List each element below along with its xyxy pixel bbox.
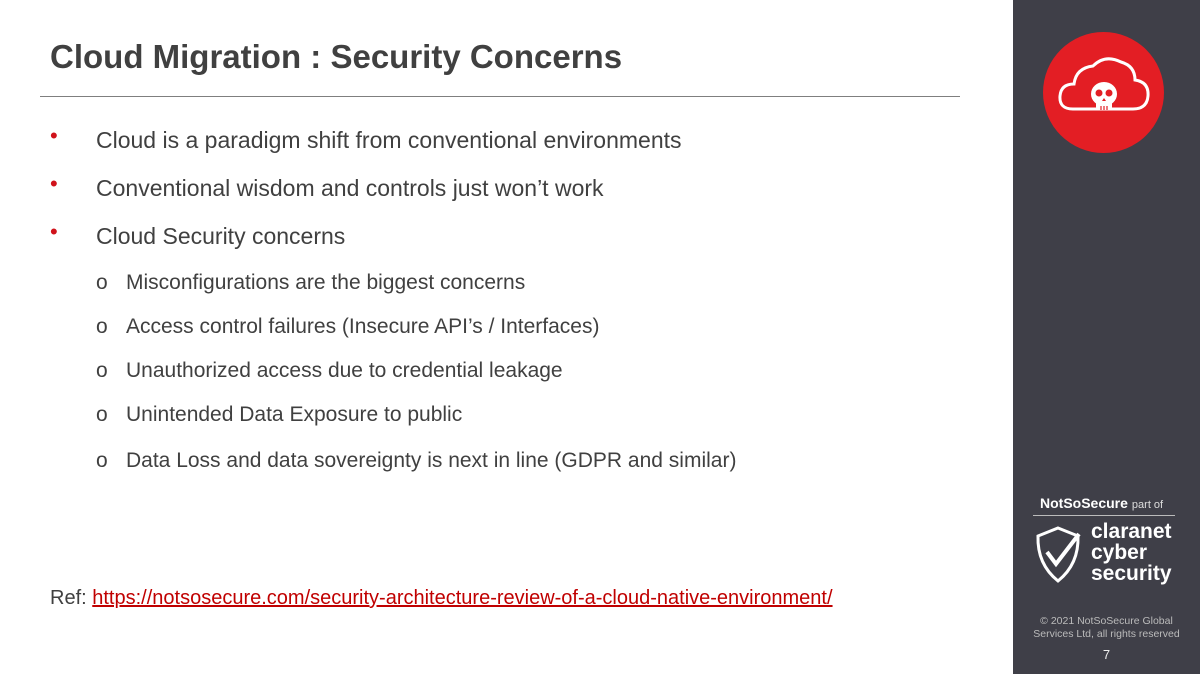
bullet-icon: • [50, 123, 58, 148]
slide-title: Cloud Migration : Security Concerns [50, 38, 623, 75]
page-number: 7 [1102, 647, 1111, 662]
sub-bullet-text: Unauthorized access due to credential leakage [126, 359, 563, 382]
sub-bullet-item [96, 449, 736, 473]
sub-bullet-item [96, 315, 599, 339]
sub-bullet-icon: o [96, 359, 108, 382]
cloud-skull-logo-icon [1043, 32, 1164, 153]
copyright: © 2021 NotSoSecure Global Services Ltd, all rights reserved [1033, 615, 1180, 640]
sub-bullet-icon: o [96, 449, 108, 472]
cyber-word: cyber [1091, 541, 1148, 564]
sub-bullet-item [96, 403, 462, 427]
sub-bullet-item [96, 359, 563, 383]
claranet-word: claranet [1091, 520, 1172, 543]
ref-label: Ref: [50, 587, 93, 609]
sub-bullet-item [96, 271, 525, 295]
ref-link[interactable]: https://notsosecure.com/security-architecture-review-of-a-cloud-native-environment/ [92, 587, 833, 609]
bullet-icon: • [50, 219, 58, 244]
title-divider [40, 96, 960, 97]
bullet-text: Cloud is a paradigm shift from conventional environments [96, 127, 682, 153]
sidebar [1013, 0, 1200, 674]
sub-bullet-text: Data Loss and data sovereignty is next in line (GDPR and similar) [126, 449, 737, 472]
sub-bullet-text: Misconfigurations are the biggest concerns [126, 271, 526, 294]
bullet-icon: • [50, 171, 58, 196]
sub-bullet-text: Access control failures (Insecure API’s / Interfaces) [126, 315, 600, 338]
reference [50, 587, 833, 610]
bullet-text: Cloud Security concerns [96, 223, 346, 249]
claranet-logo-text [1091, 521, 1172, 584]
sub-bullet-icon: o [96, 271, 108, 294]
brand-divider [1033, 515, 1175, 516]
security-word: security [1091, 562, 1172, 585]
notsosecure-brand [1040, 495, 1163, 511]
brand-name: NotSoSecure [1040, 495, 1128, 511]
sub-bullet-icon: o [96, 403, 108, 426]
shield-check-icon [1033, 524, 1087, 591]
bullet-text: Conventional wisdom and controls just won’t work [96, 175, 604, 201]
sub-bullet-icon: o [96, 315, 108, 338]
part-of-label: part of [1131, 499, 1164, 511]
sub-bullet-text: Unintended Data Exposure to public [126, 403, 463, 426]
